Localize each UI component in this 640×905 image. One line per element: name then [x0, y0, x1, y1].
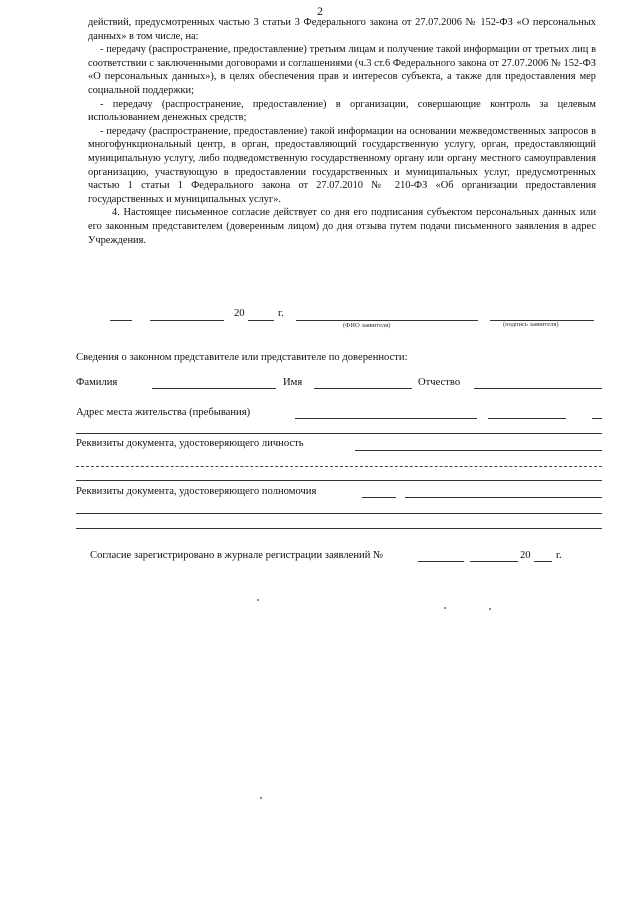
id-document-field-2[interactable]	[76, 466, 602, 467]
registration-year-prefix: 20	[520, 550, 531, 561]
paragraph-actions: действий, предусмотренных частью 3 статьи 3 Федерального закона от 27.07.2006 № 152-ФЗ «О персональных данных» в том числе, на:	[88, 17, 596, 42]
applicant-fio-line[interactable]	[296, 320, 478, 321]
label-address: Адрес места жительства (пребывания)	[76, 407, 251, 418]
address-field-1[interactable]	[295, 418, 477, 419]
paragraph-validity: 4. Настоящее письменное согласие действует со дня его подписания субъектом персональных данных или его законным представителем (доверенным лицом) до дня отзыва путем подачи письменного заявления в адрес Учреждения.	[88, 207, 596, 246]
name-field[interactable]	[314, 388, 412, 389]
paragraph-transfer-control-orgs: - передачу (распространение, предоставление) в организации, совершающие контроль за целевым использованием денежных средств;	[88, 98, 596, 124]
label-patronymic: Отчество	[418, 377, 461, 388]
registration-date-field[interactable]	[470, 561, 518, 562]
representative-heading: Сведения о законном представителе или представителе по доверенности:	[76, 352, 408, 363]
id-document-field-1[interactable]	[355, 450, 602, 451]
label-surname: Фамилия	[76, 377, 118, 388]
scan-speck	[444, 607, 446, 609]
consent-body	[88, 16, 596, 247]
date-year-line[interactable]	[248, 320, 274, 321]
patronymic-field[interactable]	[474, 388, 602, 389]
scan-speck	[489, 608, 491, 610]
authority-document-field-2[interactable]	[76, 513, 602, 514]
registration-year-field[interactable]	[534, 561, 552, 562]
registration-suffix: г.	[556, 550, 562, 561]
surname-field[interactable]	[152, 388, 276, 389]
page-number: 2	[317, 4, 323, 18]
id-document-field-3[interactable]	[76, 480, 602, 481]
label-id-document: Реквизиты документа, удостоверяющего личность	[76, 438, 304, 449]
date-suffix: г.	[278, 308, 284, 319]
authority-document-field-3[interactable]	[76, 528, 602, 529]
caption-signature: (подпись заявителя)	[503, 321, 559, 328]
label-authority-document: Реквизиты документа, удостоверяющего полномочия	[76, 486, 317, 497]
date-month-line[interactable]	[150, 320, 224, 321]
authority-document-field-1a[interactable]	[362, 497, 396, 498]
paragraph-transfer-interagency: - передачу (распространение, предоставление) такой информации на основании межведомственных запросов в многофункциональный центр, в орган, предоставляющий государственную услугу, орган, предоставляющий муниципальную услугу, либо подведомственную государственному органу или органу местного самоуправления организацию, участвующую в предоставлении государственных и муниципальных услуг, предусмотренных частью 1 статьи 1 Федерального закона от 27.07.2010 № 210-ФЗ «Об организации предоставления государственных и муниципальных услуг».	[88, 125, 596, 205]
address-field-2[interactable]	[76, 433, 602, 434]
paragraph-transfer-third-parties: - передачу (распространение, предоставление) третьим лицам и получение такой информации от третьих лиц в соответствии с заключенными договорами и соглашениями (ч.3 ст.6 Федерального закона от 27.07.2006 № 152-ФЗ «О персональных данных»), в целях обеспечения прав и интересов субъекта, а также для предоставления мер социальной поддержки;	[88, 44, 596, 96]
authority-document-field-1b[interactable]	[405, 497, 602, 498]
registration-text: Согласие зарегистрировано в журнале регистрации заявлений №	[90, 550, 384, 561]
address-field-1c[interactable]	[592, 418, 602, 419]
scan-speck	[260, 797, 262, 799]
scan-speck	[257, 599, 259, 601]
registration-number-field[interactable]	[418, 561, 464, 562]
date-year-prefix: 20	[234, 308, 245, 319]
address-field-1b[interactable]	[488, 418, 566, 419]
caption-fio: (ФИО заявителя)	[343, 322, 391, 329]
date-day-line[interactable]	[110, 320, 132, 321]
label-name: Имя	[283, 377, 303, 388]
